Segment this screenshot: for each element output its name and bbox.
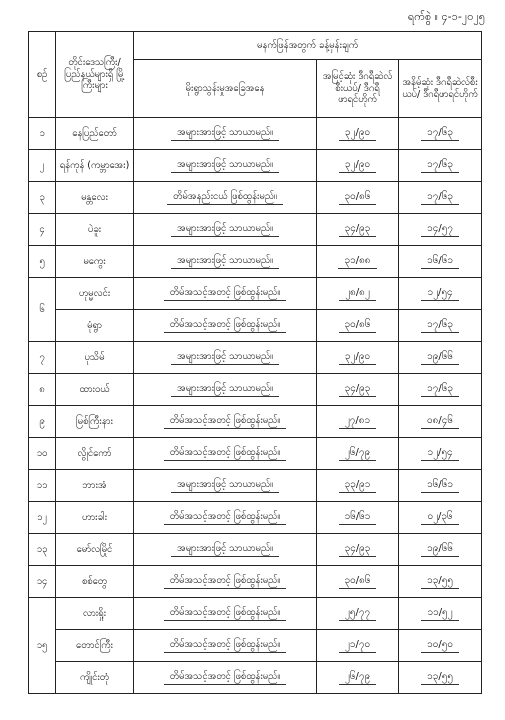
header-no: စဉ်: [29, 32, 56, 118]
weather-condition: အများအားဖြင့် သာယာမည်။: [134, 246, 317, 278]
max-temp: ၃၀/၈၆: [317, 566, 399, 598]
row-number: ၇: [29, 342, 56, 374]
weather-condition: တိမ်အသင့်အတင့် ဖြစ်ထွန်းမည်။: [134, 566, 317, 598]
row-number: ၃: [29, 182, 56, 214]
table-row: [29, 534, 482, 566]
min-temp: ၁၃/၅၅: [399, 566, 482, 598]
max-temp: ၃၄/၉၃: [317, 534, 399, 566]
min-temp: ၁၁/၅၂: [399, 598, 482, 630]
city-name: စစ်တွေ: [56, 566, 134, 598]
row-number: ၅: [29, 246, 56, 278]
city-name: ဟုမ္မလင်း: [56, 278, 134, 310]
city-name: လားရှိုး: [56, 598, 134, 630]
weather-condition: အများအားဖြင့် သာယာမည်။: [134, 534, 317, 566]
city-name: နေပြည်တော်: [56, 118, 134, 150]
max-temp: ၂၆/၇၉: [317, 662, 399, 694]
weather-condition: တိမ်အသင့်အတင့် ဖြစ်ထွန်းမည်။: [134, 630, 317, 662]
min-temp: ၁၃/၅၅: [399, 662, 482, 694]
table-row: [29, 278, 482, 310]
row-number: ၉: [29, 406, 56, 438]
weather-condition: တိမ်အသင့်အတင့် ဖြစ်ထွန်းမည်။: [134, 598, 317, 630]
weather-condition: အများအားဖြင့် သာယာမည်။: [134, 342, 317, 374]
max-temp: ၂၆/၇၉: [317, 438, 399, 470]
max-temp: ၃၁/၈၈: [317, 246, 399, 278]
city-name: မုံရွာ: [56, 310, 134, 342]
header-min-temp: အနိမ့်ဆုံး ဒီဂရီဆဲလ်စီးယပ်/ ဒီဂရီဖာရင်ဟိုက်: [399, 60, 482, 118]
table-row: [29, 438, 482, 470]
row-number: ၂: [29, 150, 56, 182]
max-temp: ၃၀/၈၆: [317, 182, 399, 214]
city-name: မြစ်ကြီးနား: [56, 406, 134, 438]
weather-condition: အများအားဖြင့် သာယာမည်။: [134, 150, 317, 182]
city-name: ဟားခါး: [56, 502, 134, 534]
min-temp: ၁၇/၆၃: [399, 182, 482, 214]
header-region: တိုင်းဒေသကြီး/ ပြည်နယ်များရှိ မြို့ကြီးများ: [56, 32, 134, 118]
weather-condition: တိမ်အသင့်အတင့် ဖြစ်ထွန်းမည်။: [134, 438, 317, 470]
min-temp: ၁၆/၆၁: [399, 246, 482, 278]
min-temp: ၀၂/၃၆: [399, 502, 482, 534]
weather-condition: အများအားဖြင့် သာယာမည်။: [134, 118, 317, 150]
city-name: ပုသိမ်: [56, 342, 134, 374]
table-row: [29, 406, 482, 438]
max-temp: ၃၃/၉၁: [317, 470, 399, 502]
city-name: ဘားအံ: [56, 470, 134, 502]
max-temp: ၃၂/၉၀: [317, 342, 399, 374]
weather-condition: တိမ်အသင့်အတင့် ဖြစ်ထွန်းမည်။: [134, 310, 317, 342]
weather-condition: တိမ်အသင့်အတင့် ဖြစ်ထွန်းမည်။: [134, 278, 317, 310]
table-row: [29, 374, 482, 406]
weather-condition: တိမ်အသင့်အတင့် ဖြစ်ထွန်းမည်။: [134, 502, 317, 534]
document-date: ရက်စွဲ ။ ၄-၁-၂၀၂၅: [407, 10, 485, 23]
table-row: [29, 598, 482, 630]
max-temp: ၁၆/၆၁: [317, 502, 399, 534]
city-name: ပဲခူး: [56, 214, 134, 246]
table-row: [29, 246, 482, 278]
header-weather: မိုးရွာသွန်းမှုအခြေအနေ: [134, 60, 317, 118]
row-number: ၄: [29, 214, 56, 246]
row-number: ၁၁: [29, 470, 56, 502]
min-temp: ၁၆/၆၁: [399, 470, 482, 502]
weather-forecast-table: [28, 31, 482, 694]
table-row: [29, 118, 482, 150]
min-temp: ၁၂/၅၄: [399, 438, 482, 470]
city-name: လွိုင်ကော်: [56, 438, 134, 470]
weather-condition: အများအားဖြင့် သာယာမည်။: [134, 374, 317, 406]
row-number: ၁၀: [29, 438, 56, 470]
max-temp: ၂၈/၈၂: [317, 278, 399, 310]
max-temp: ၃၄/၉၃: [317, 374, 399, 406]
row-number: ၁၂: [29, 502, 56, 534]
table-row: [29, 342, 482, 374]
city-name: မကွေး: [56, 246, 134, 278]
table-row: [29, 214, 482, 246]
table-row: [29, 470, 482, 502]
max-temp: ၂၇/၈၁: [317, 406, 399, 438]
city-name: တောင်ကြီး: [56, 630, 134, 662]
row-number: ၁၅: [29, 598, 56, 694]
header-forecast-group: မနက်ဖြန်အတွက် ခန့်မှန်းချက်: [134, 32, 482, 60]
max-temp: ၃၂/၉၀: [317, 118, 399, 150]
min-temp: ၁၇/၆၃: [399, 310, 482, 342]
min-temp: ၁၇/၆၃: [399, 118, 482, 150]
table-row: [29, 630, 482, 662]
row-number: ၆: [29, 278, 56, 342]
city-name: ရန်ကုန် (ကမ္ဘာအေး): [56, 150, 134, 182]
table-row: [29, 182, 482, 214]
weather-condition: တိမ်အနည်းငယ် ဖြစ်ထွန်းမည်။: [134, 182, 317, 214]
city-name: မန္တလေး: [56, 182, 134, 214]
row-number: ၈: [29, 374, 56, 406]
table-row: [29, 502, 482, 534]
weather-condition: တိမ်အသင့်အတင့် ဖြစ်ထွန်းမည်။: [134, 406, 317, 438]
row-number: ၁: [29, 118, 56, 150]
city-name: ထားဝယ်: [56, 374, 134, 406]
min-temp: ၁၉/၆၆: [399, 534, 482, 566]
city-name: ကျိုင်းတုံ: [56, 662, 134, 694]
table-row: [29, 566, 482, 598]
min-temp: ၁၂/၅၄: [399, 278, 482, 310]
max-temp: ၂၁/၇၀: [317, 630, 399, 662]
min-temp: ၁၀/၅၀: [399, 630, 482, 662]
min-temp: ၀၈/၄၆: [399, 406, 482, 438]
table-row: [29, 310, 482, 342]
header-max-temp: အမြင့်ဆုံး ဒီဂရီဆဲလ်စီးယပ်/ ဒီဂရီဖာရင်ဟိုက်: [317, 60, 399, 118]
weather-condition: အများအားဖြင့် သာယာမည်။: [134, 470, 317, 502]
max-temp: ၃၂/၉၀: [317, 150, 399, 182]
table-row: [29, 150, 482, 182]
max-temp: ၂၅/၇၇: [317, 598, 399, 630]
min-temp: ၁၇/၆၃: [399, 374, 482, 406]
city-name: မော်လမြိုင်: [56, 534, 134, 566]
weather-condition: အများအားဖြင့် သာယာမည်။: [134, 214, 317, 246]
min-temp: ၁၉/၆၆: [399, 342, 482, 374]
min-temp: ၁၇/၆၃: [399, 150, 482, 182]
min-temp: ၁၄/၅၇: [399, 214, 482, 246]
max-temp: ၃၀/၈၆: [317, 310, 399, 342]
max-temp: ၃၄/၉၃: [317, 214, 399, 246]
row-number: ၁၄: [29, 566, 56, 598]
row-number: ၁၃: [29, 534, 56, 566]
weather-condition: တိမ်အသင့်အတင့် ဖြစ်ထွန်းမည်။: [134, 662, 317, 694]
table-row: [29, 662, 482, 694]
